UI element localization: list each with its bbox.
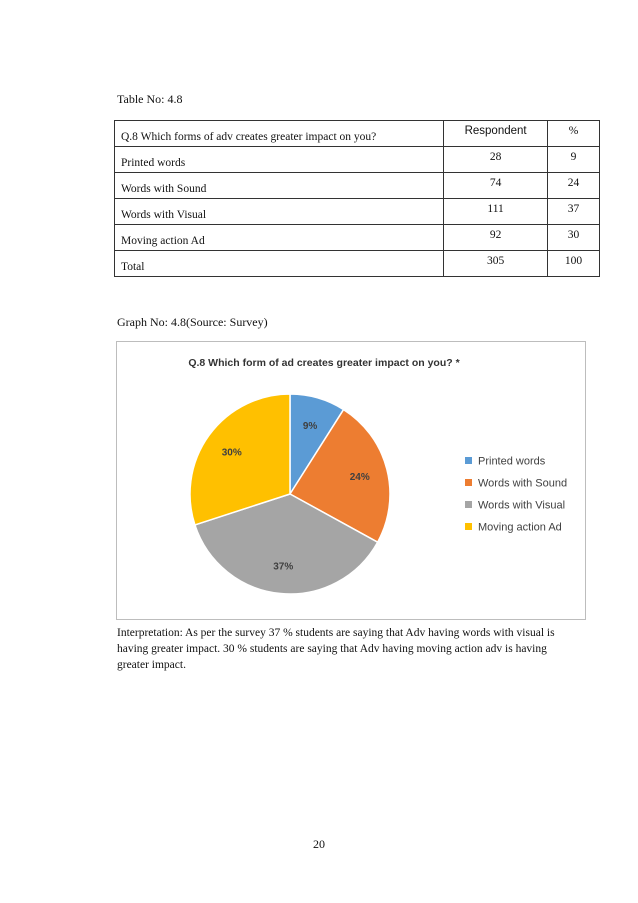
legend-swatch (465, 479, 472, 486)
table-cell-label: Printed words (115, 147, 444, 173)
table-cell-respondent: 74 (444, 173, 548, 199)
legend-label: Printed words (478, 455, 546, 468)
pie-data-label: 30% (221, 447, 242, 459)
table-row (115, 173, 600, 199)
table-row-total (115, 251, 600, 277)
graph-caption: Graph No: 4.8(Source: Survey) (117, 315, 268, 329)
page-number: 20 (313, 837, 325, 851)
table-cell-percent: 37 (548, 199, 600, 225)
table-cell-label: Total (115, 251, 444, 277)
table-cell-respondent: 111 (444, 199, 548, 225)
table-cell-percent: 30 (548, 225, 600, 251)
table-row (115, 147, 600, 173)
table-cell-label: Words with Sound (115, 173, 444, 199)
table-cell-label: Moving action Ad (115, 225, 444, 251)
pie-data-label: 37% (273, 561, 294, 573)
table-row (115, 225, 600, 251)
survey-table (114, 120, 600, 277)
table-row (115, 199, 600, 225)
interpretation-text: Interpretation: As per the survey 37 % students are saying that Adv having words with visual is having greater impact. 30 % students are saying that Adv having moving action adv is having greater impact. (117, 627, 555, 671)
pie-chart-svg (117, 342, 585, 619)
table-header-percent: % (548, 121, 600, 147)
table-caption: Table No: 4.8 (117, 92, 183, 106)
pie-chart (116, 341, 586, 620)
legend-label: Words with Sound (478, 477, 568, 490)
legend-swatch (465, 501, 472, 508)
legend-swatch (465, 523, 472, 530)
table-header-row (115, 121, 600, 147)
table-cell-percent: 24 (548, 173, 600, 199)
pie-data-label: 9% (302, 420, 318, 432)
table-cell-respondent: 305 (444, 251, 548, 277)
table-cell-respondent: 92 (444, 225, 548, 251)
table-header-question: Q.8 Which forms of adv creates greater impact on you? (115, 121, 444, 147)
table-cell-respondent: 28 (444, 147, 548, 173)
table-cell-percent: 100 (548, 251, 600, 277)
table-cell-label: Words with Visual (115, 199, 444, 225)
table-cell-percent: 9 (548, 147, 600, 173)
pie-data-label: 24% (349, 472, 370, 484)
chart-title: Q.8 Which form of ad creates greater impact on you? * (188, 357, 460, 369)
table-header-respondent: Respondent (444, 121, 548, 147)
legend-label: Words with Visual (478, 499, 566, 512)
legend-swatch (465, 457, 472, 464)
legend-label: Moving action Ad (478, 521, 562, 534)
